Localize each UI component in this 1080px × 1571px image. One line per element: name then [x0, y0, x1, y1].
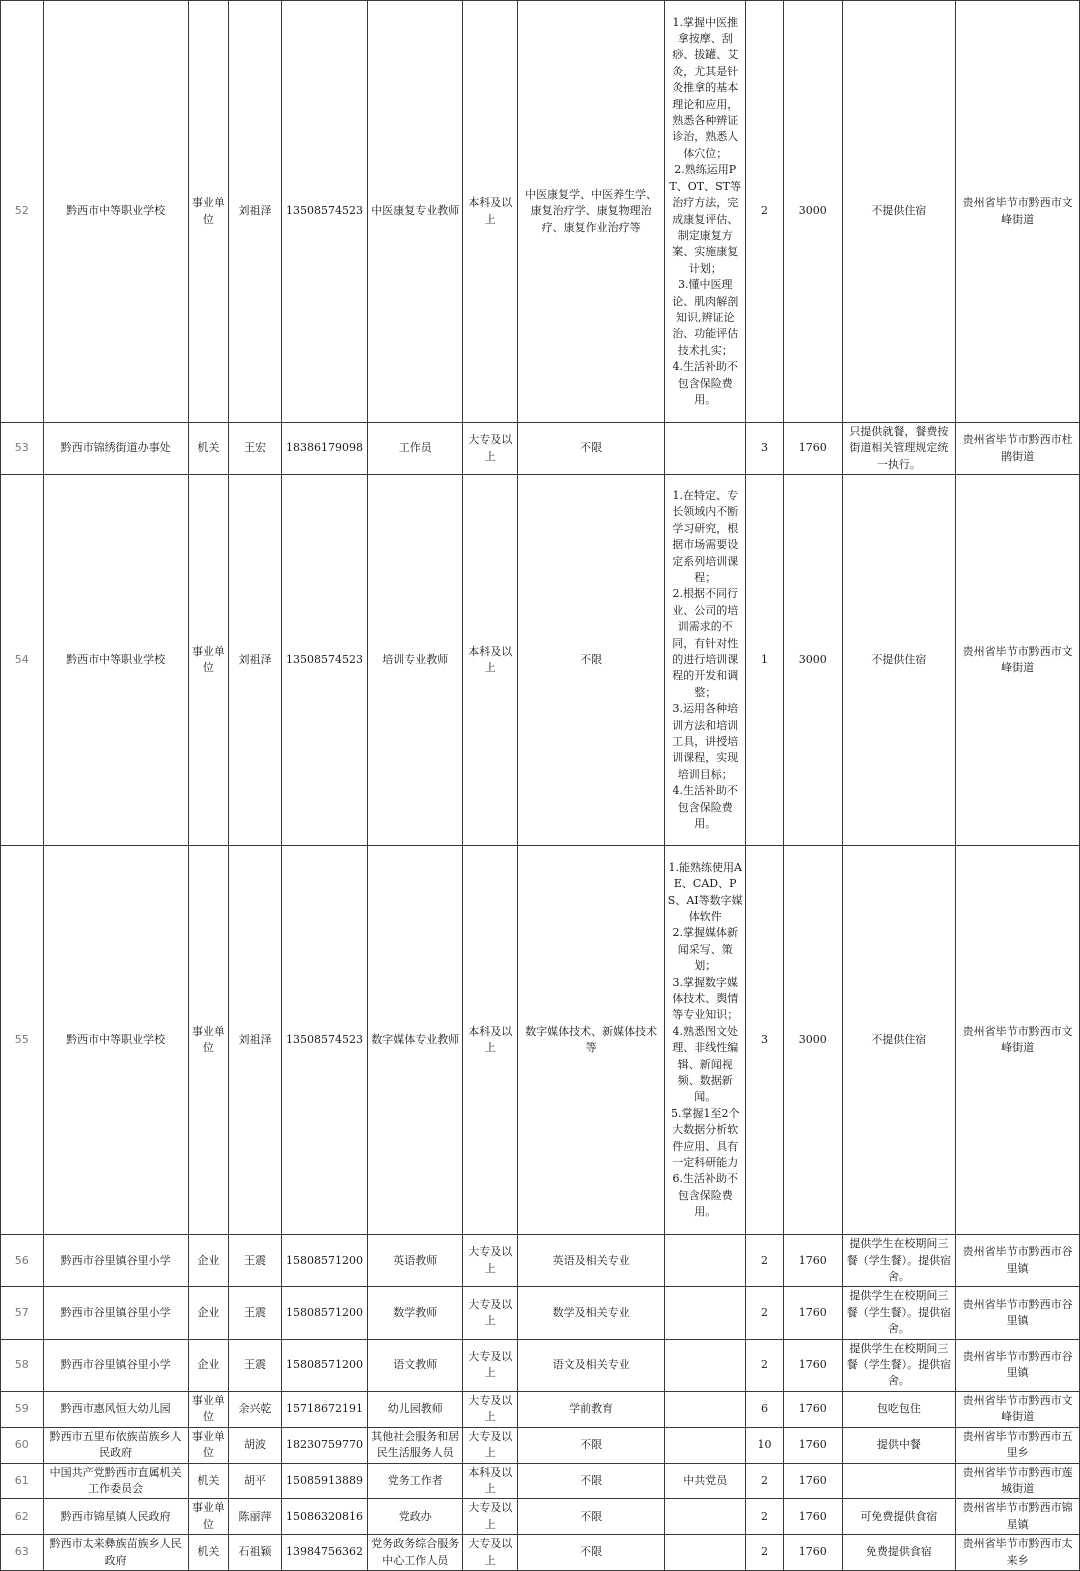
table-row [1, 1499, 1080, 1535]
row-number: 58 [1, 1339, 44, 1391]
employer-name: 黔西市五里布依族苗族乡人民政府 [43, 1427, 188, 1463]
unit-type: 机关 [188, 1535, 229, 1571]
contact-person: 王震 [229, 1287, 282, 1339]
other-requirements [665, 1, 746, 423]
table-row [1, 1463, 1080, 1499]
major-requirement: 不限 [518, 1427, 665, 1463]
table-body [1, 1, 1080, 1571]
contact-phone: 15718672191 [281, 1391, 367, 1427]
contact-phone: 15808571200 [281, 1235, 367, 1287]
row-number: 60 [1, 1427, 44, 1463]
other-requirements [665, 846, 746, 1235]
employer-name: 黔西市锦绣街道办事处 [43, 423, 188, 475]
education-requirement: 本科及以上 [463, 846, 518, 1235]
other-requirements [665, 1339, 746, 1391]
row-number: 55 [1, 846, 44, 1235]
headcount: 2 [746, 1535, 784, 1571]
requirement-line: 3.懂中医理论、肌肉解剖知识,辨证论治、功能评估技术扎实； [672, 278, 739, 357]
accommodation-benefits: 不提供住宿 [842, 846, 956, 1235]
major-requirement: 不限 [518, 1463, 665, 1499]
contact-person: 刘祖泽 [229, 475, 282, 846]
employer-name: 黔西市太来彝族苗族乡人民政府 [43, 1535, 188, 1571]
contact-phone: 15808571200 [281, 1287, 367, 1339]
other-requirements [665, 1427, 746, 1463]
headcount: 6 [746, 1391, 784, 1427]
education-requirement: 大专及以上 [463, 1391, 518, 1427]
monthly-subsidy: 1760 [783, 1287, 842, 1339]
position-name: 数学教师 [368, 1287, 463, 1339]
row-number: 57 [1, 1287, 44, 1339]
position-name: 中医康复专业教师 [368, 1, 463, 423]
major-requirement: 学前教育 [518, 1391, 665, 1427]
employer-name: 黔西市谷里镇谷里小学 [43, 1235, 188, 1287]
position-name: 党政办 [368, 1499, 463, 1535]
contact-person: 王宏 [229, 423, 282, 475]
accommodation-benefits: 提供学生在校期间三餐（学生餐）。提供宿舍。 [842, 1339, 956, 1391]
major-requirement: 不限 [518, 475, 665, 846]
employer-name: 黔西市锦星镇人民政府 [43, 1499, 188, 1535]
employer-name: 黔西市中等职业学校 [43, 475, 188, 846]
headcount: 2 [746, 1463, 784, 1499]
position-name: 幼儿园教师 [368, 1391, 463, 1427]
education-requirement: 本科及以上 [463, 475, 518, 846]
position-name: 英语教师 [368, 1235, 463, 1287]
table-row [1, 1, 1080, 423]
contact-phone: 13508574523 [281, 1, 367, 423]
monthly-subsidy: 1760 [783, 1499, 842, 1535]
contact-person: 陈丽萍 [229, 1499, 282, 1535]
requirement-line: 2.掌握媒体新闻采写、策划； [672, 926, 738, 973]
employer-name: 黔西市中等职业学校 [43, 846, 188, 1235]
requirement-line: 3.运用各种培训方法和培训工具，讲授培训课程，实现培训目标； [672, 702, 739, 781]
row-number: 59 [1, 1391, 44, 1427]
work-location: 贵州省毕节市黔西市谷里镇 [956, 1339, 1080, 1391]
major-requirement: 不限 [518, 423, 665, 475]
headcount: 2 [746, 1, 784, 423]
education-requirement: 大专及以上 [463, 1499, 518, 1535]
position-name: 语文教师 [368, 1339, 463, 1391]
unit-type: 企业 [188, 1287, 229, 1339]
row-number: 63 [1, 1535, 44, 1571]
table-row [1, 846, 1080, 1235]
row-number: 54 [1, 475, 44, 846]
major-requirement: 不限 [518, 1535, 665, 1571]
monthly-subsidy: 1760 [783, 1427, 842, 1463]
row-number: 61 [1, 1463, 44, 1499]
unit-type: 事业单位 [188, 1427, 229, 1463]
work-location: 贵州省毕节市黔西市莲城街道 [956, 1463, 1080, 1499]
work-location: 贵州省毕节市黔西市太来乡 [956, 1535, 1080, 1571]
accommodation-benefits: 免费提供食宿 [842, 1535, 956, 1571]
contact-phone: 13508574523 [281, 846, 367, 1235]
monthly-subsidy: 1760 [783, 1535, 842, 1571]
work-location: 贵州省毕节市黔西市文峰街道 [956, 1, 1080, 423]
headcount: 2 [746, 1287, 784, 1339]
contact-phone: 18230759770 [281, 1427, 367, 1463]
accommodation-benefits: 提供中餐 [842, 1427, 956, 1463]
other-requirements [665, 1463, 746, 1499]
work-location: 贵州省毕节市黔西市谷里镇 [956, 1287, 1080, 1339]
major-requirement: 数字媒体技术、新媒体技术等 [518, 846, 665, 1235]
contact-person: 刘祖泽 [229, 846, 282, 1235]
requirement-line: 2.熟练运用PT、OT、ST等治疗方法，完成康复评估、制定康复方案、实施康复计划； [669, 163, 741, 275]
other-requirements [665, 1391, 746, 1427]
requirement-line: 3.掌握数字媒体技术、舆情等专业知识； [672, 975, 739, 1022]
monthly-subsidy: 3000 [783, 846, 842, 1235]
education-requirement: 大专及以上 [463, 1535, 518, 1571]
unit-type: 企业 [188, 1235, 229, 1287]
unit-type: 事业单位 [188, 846, 229, 1235]
employer-name: 中国共产党黔西市直属机关工作委员会 [43, 1463, 188, 1499]
education-requirement: 大专及以上 [463, 1427, 518, 1463]
other-requirements [665, 475, 746, 846]
contact-phone: 15085913889 [281, 1463, 367, 1499]
monthly-subsidy: 1760 [783, 1391, 842, 1427]
monthly-subsidy: 1760 [783, 1339, 842, 1391]
education-requirement: 大专及以上 [463, 1287, 518, 1339]
requirement-line: 1.掌握中医推拿按摩、刮痧、拔罐、艾灸，尤其是针灸推拿的基本理论和应用，熟悉各种辨证诊治，熟悉人体穴位； [672, 15, 739, 160]
education-requirement: 本科及以上 [463, 1463, 518, 1499]
accommodation-benefits: 包吃包住 [842, 1391, 956, 1427]
position-name: 培训专业教师 [368, 475, 463, 846]
requirement-line: 中共党员 [683, 1473, 728, 1487]
monthly-subsidy: 1760 [783, 1463, 842, 1499]
table-row [1, 1287, 1080, 1339]
other-requirements [665, 423, 746, 475]
major-requirement: 数学及相关专业 [518, 1287, 665, 1339]
contact-phone: 18386179098 [281, 423, 367, 475]
headcount: 2 [746, 1235, 784, 1287]
employer-name: 黔西市惠风恒大幼儿园 [43, 1391, 188, 1427]
major-requirement: 英语及相关专业 [518, 1235, 665, 1287]
row-number: 62 [1, 1499, 44, 1535]
position-name: 党务政务综合服务中心工作人员 [368, 1535, 463, 1571]
other-requirements [665, 1235, 746, 1287]
table-row [1, 1535, 1080, 1571]
contact-phone: 13984756362 [281, 1535, 367, 1571]
position-name: 党务工作者 [368, 1463, 463, 1499]
table-row [1, 1391, 1080, 1427]
requirement-line: 1.在特定、专长领域内不断学习研究，根据市场需要设定系列培训课程； [672, 488, 739, 584]
contact-person: 王震 [229, 1235, 282, 1287]
monthly-subsidy: 1760 [783, 1235, 842, 1287]
contact-person: 刘祖泽 [229, 1, 282, 423]
table-row [1, 423, 1080, 475]
employer-name: 黔西市中等职业学校 [43, 1, 188, 423]
work-location: 贵州省毕节市黔西市五里乡 [956, 1427, 1080, 1463]
contact-person: 胡平 [229, 1463, 282, 1499]
headcount: 2 [746, 1499, 784, 1535]
headcount: 1 [746, 475, 784, 846]
unit-type: 企业 [188, 1339, 229, 1391]
contact-phone: 15086320816 [281, 1499, 367, 1535]
education-requirement: 大专及以上 [463, 1235, 518, 1287]
education-requirement: 大专及以上 [463, 423, 518, 475]
accommodation-benefits: 提供学生在校期间三餐（学生餐）。提供宿舍。 [842, 1235, 956, 1287]
row-number: 52 [1, 1, 44, 423]
contact-phone: 13508574523 [281, 475, 367, 846]
requirement-line: 5.掌握1至2个大数据分析软件应用、具有一定科研能力 [670, 1106, 740, 1170]
row-number: 53 [1, 423, 44, 475]
work-location: 贵州省毕节市黔西市文峰街道 [956, 1391, 1080, 1427]
education-requirement: 大专及以上 [463, 1339, 518, 1391]
work-location: 贵州省毕节市黔西市谷里镇 [956, 1235, 1080, 1287]
table-row [1, 475, 1080, 846]
requirement-line: 2.根据不同行业、公司的培训需求的不同，有针对性的进行培训课程的开发和调整； [672, 587, 739, 699]
table-row [1, 1427, 1080, 1463]
headcount: 3 [746, 846, 784, 1235]
position-name: 其他社会服务和居民生活服务人员 [368, 1427, 463, 1463]
employer-name: 黔西市谷里镇谷里小学 [43, 1287, 188, 1339]
accommodation-benefits [842, 1463, 956, 1499]
major-requirement: 不限 [518, 1499, 665, 1535]
other-requirements [665, 1499, 746, 1535]
accommodation-benefits: 可免费提供食宿 [842, 1499, 956, 1535]
requirement-line: 6.生活补助不包含保险费用。 [672, 1172, 738, 1219]
table-row [1, 1339, 1080, 1391]
position-name: 工作员 [368, 423, 463, 475]
row-number: 56 [1, 1235, 44, 1287]
accommodation-benefits: 不提供住宿 [842, 475, 956, 846]
contact-person: 王震 [229, 1339, 282, 1391]
contact-person: 胡波 [229, 1427, 282, 1463]
accommodation-benefits: 不提供住宿 [842, 1, 956, 423]
accommodation-benefits: 只提供就餐，餐费按街道相关管理规定统一执行。 [842, 423, 956, 475]
work-location: 贵州省毕节市黔西市锦星镇 [956, 1499, 1080, 1535]
monthly-subsidy: 3000 [783, 1, 842, 423]
contact-person: 余兴乾 [229, 1391, 282, 1427]
requirement-line: 4.生活补助不包含保险费用。 [672, 360, 738, 406]
headcount: 3 [746, 423, 784, 475]
unit-type: 机关 [188, 1463, 229, 1499]
contact-phone: 15808571200 [281, 1339, 367, 1391]
monthly-subsidy: 3000 [783, 475, 842, 846]
major-requirement: 语文及相关专业 [518, 1339, 665, 1391]
headcount: 2 [746, 1339, 784, 1391]
unit-type: 事业单位 [188, 1, 229, 423]
unit-type: 机关 [188, 423, 229, 475]
other-requirements [665, 1535, 746, 1571]
unit-type: 事业单位 [188, 1391, 229, 1427]
requirement-line: 4.生活补助不包含保险费用。 [672, 784, 738, 831]
education-requirement: 本科及以上 [463, 1, 518, 423]
work-location: 贵州省毕节市黔西市杜鹃街道 [956, 423, 1080, 475]
requirement-line: 1.能熟练使用AE、CAD、PS、AI等数字媒体软件 [667, 860, 743, 923]
work-location: 贵州省毕节市黔西市文峰街道 [956, 846, 1080, 1235]
other-requirements [665, 1287, 746, 1339]
table-row [1, 1235, 1080, 1287]
accommodation-benefits: 提供学生在校期间三餐（学生餐）。提供宿舍。 [842, 1287, 956, 1339]
position-name: 数字媒体专业教师 [368, 846, 463, 1235]
contact-person: 石祖颖 [229, 1535, 282, 1571]
major-requirement: 中医康复学、中医养生学、康复治疗学、康复物理治疗、康复作业治疗等 [518, 1, 665, 423]
requirement-line: 4.熟悉图文处理、非线性编辑、新闻视频、数据新闻。 [672, 1024, 739, 1104]
work-location: 贵州省毕节市黔西市文峰街道 [956, 475, 1080, 846]
unit-type: 事业单位 [188, 475, 229, 846]
monthly-subsidy: 1760 [783, 423, 842, 475]
headcount: 10 [746, 1427, 784, 1463]
employer-name: 黔西市谷里镇谷里小学 [43, 1339, 188, 1391]
unit-type: 事业单位 [188, 1499, 229, 1535]
